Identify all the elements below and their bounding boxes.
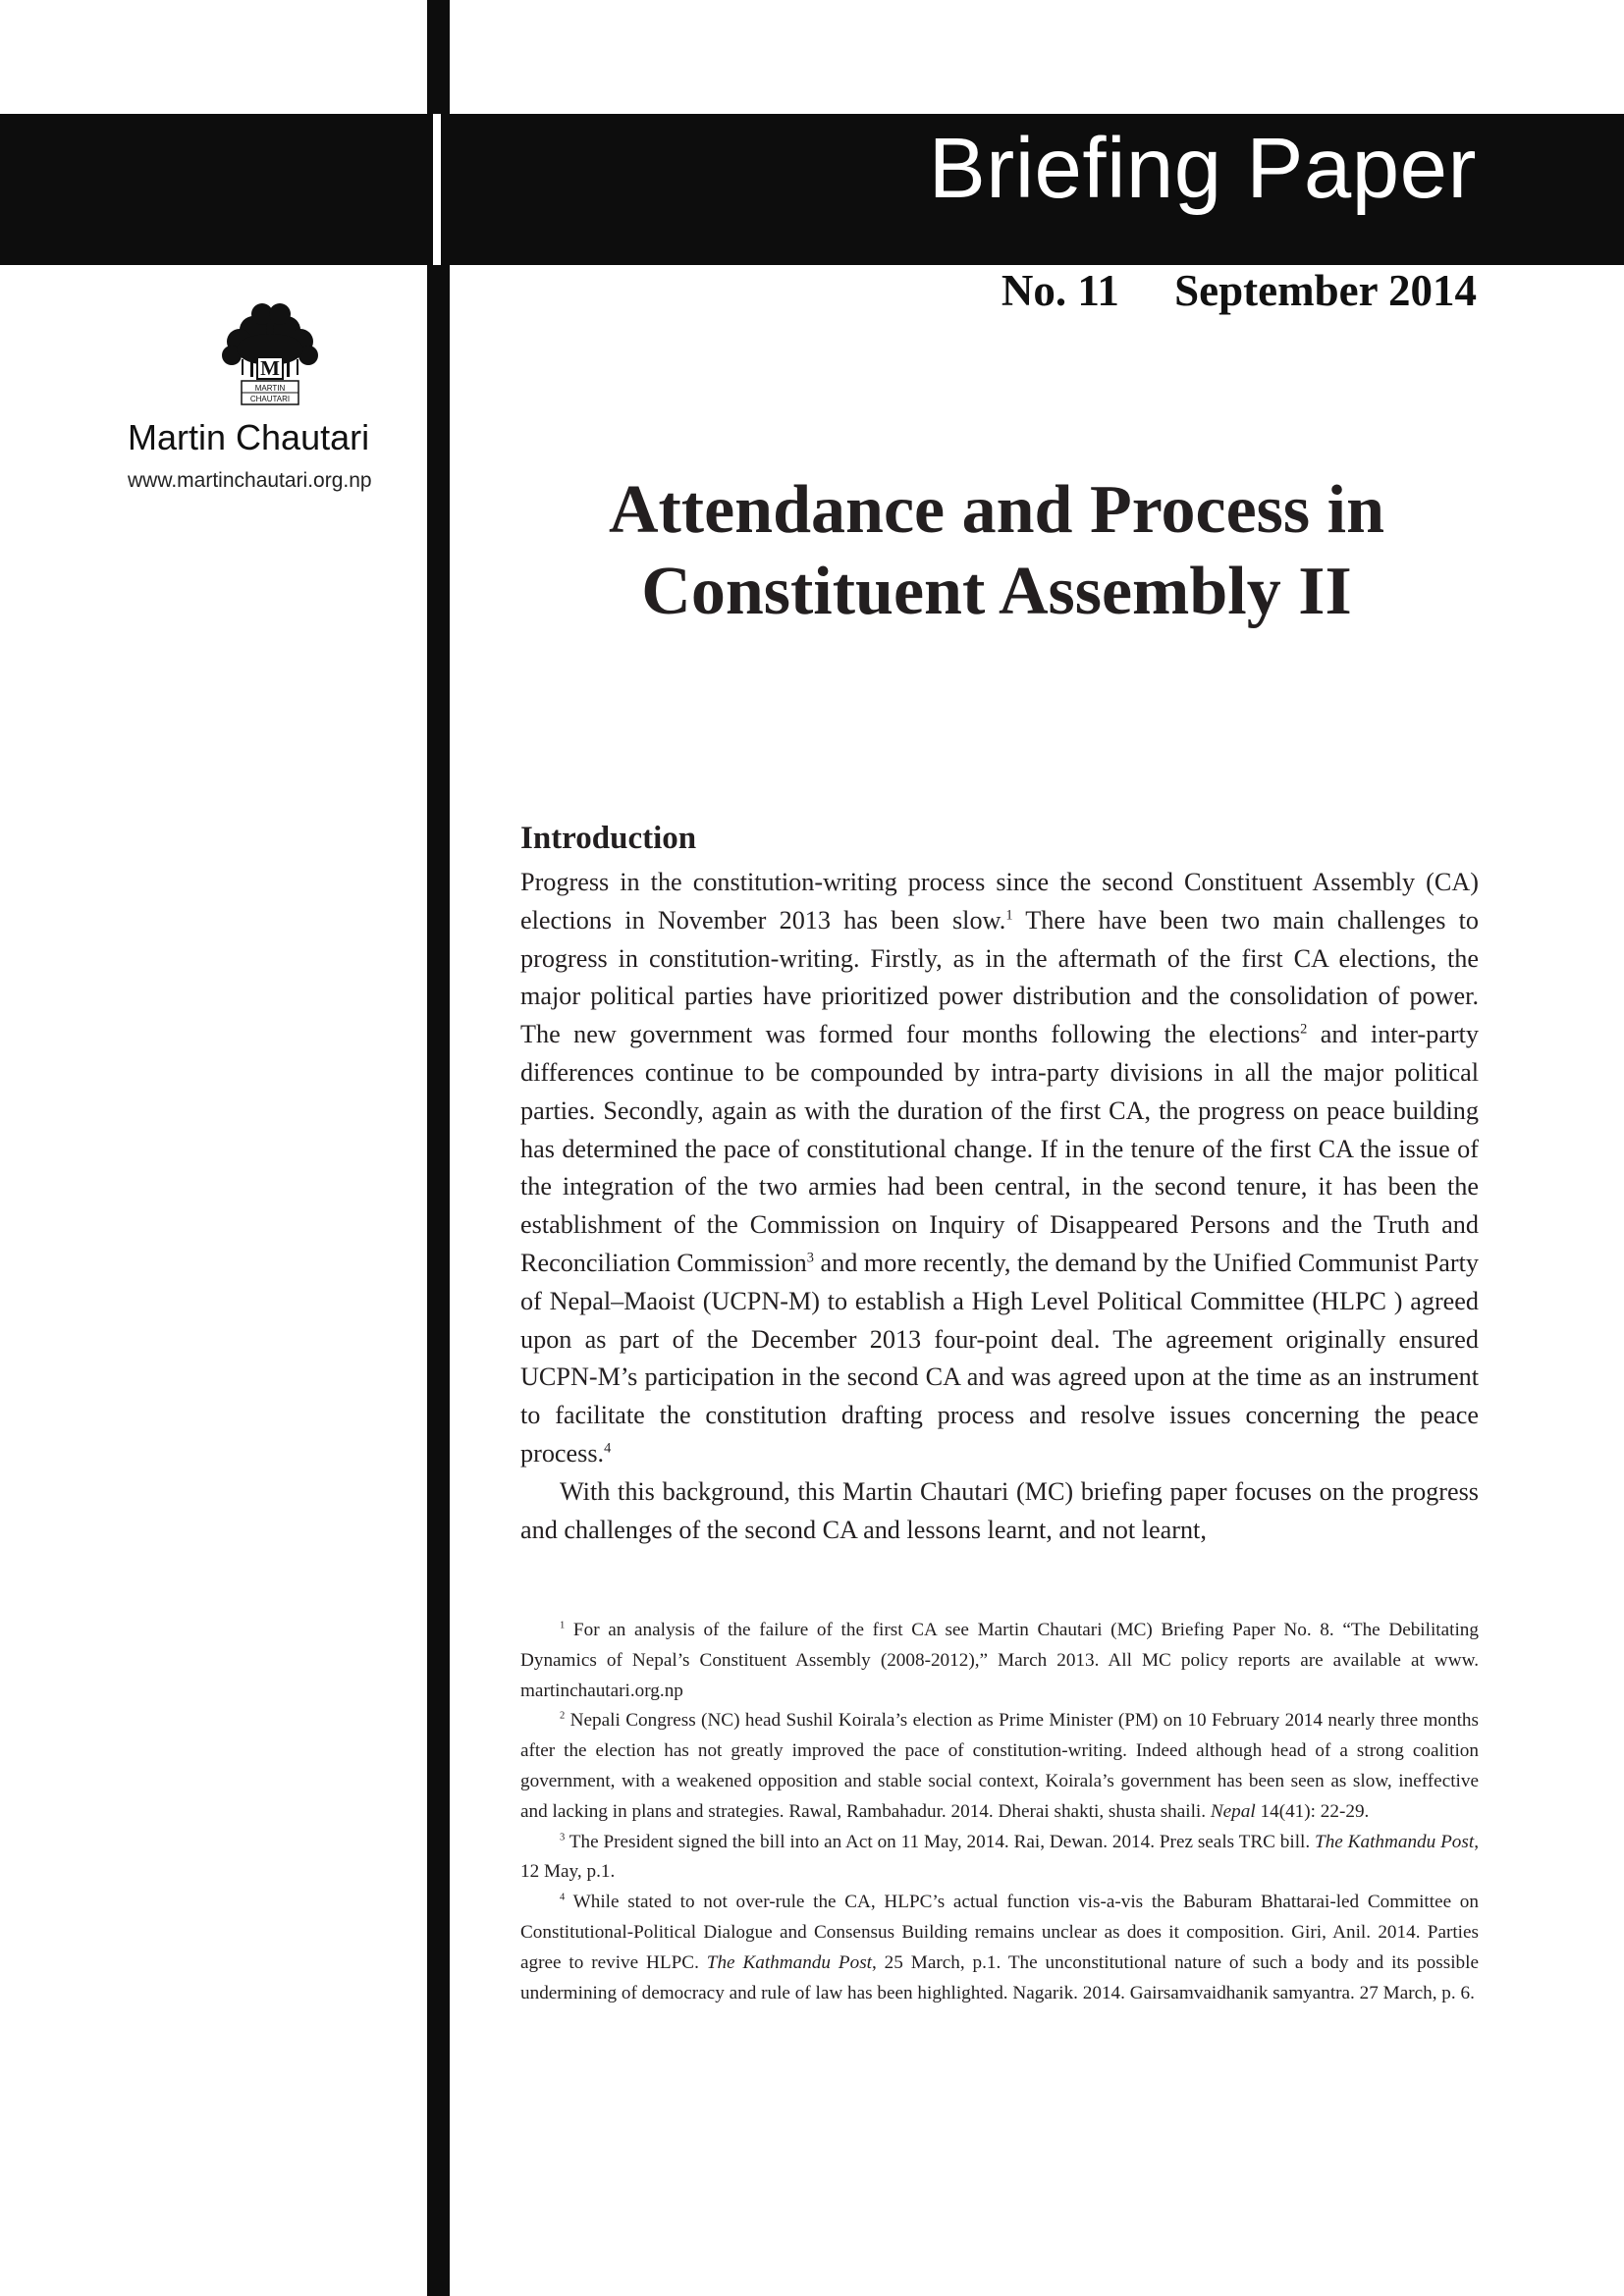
footnote-text: For an analysis of the failure of the first CA see Martin Chautari (MC) Briefing Paper No. 8. “The Debilitating Dynamics of Nepal’s Constituent Assembly (2008-2012),” March 2013. All MC policy reports are available at www. martinchautari.org.np [520, 1620, 1479, 1701]
banyan-tree-logo-icon [218, 300, 322, 410]
introduction-heading: Introduction [520, 821, 697, 856]
footnote-number: 3 [560, 1832, 566, 1843]
footnote-number: 2 [560, 1711, 566, 1722]
document-title [511, 469, 1483, 632]
footnote-publication: The Kathmandu Post [706, 1951, 872, 1973]
footnote-ref-4: 4 [604, 1440, 612, 1457]
footnote-text: Nepali Congress (NC) head Sushil Koirala’s election as Prime Minister (PM) on 10 February 2014 nearly three months after the election has not greatly improved the pace of constitution-writing. Indeed although head of a strong coalition government, with a weakened opposition and stable social context, Koirala’s government has been seen as slow, ineffective and lacking in plans and strategies. Rawal, Rambahadur. 2014. Dherai shakti, shusta shaili. [520, 1710, 1479, 1822]
footnote-ref-1: 1 [1005, 907, 1013, 924]
organization-website: www.martinchautari.org.np [128, 469, 372, 492]
document-title-line-2: Constituent Assembly II [641, 554, 1352, 629]
footnote-text: The President signed the bill into an Act on 11 May, 2014. Rai, Dewan. 2014. Prez seals TRC bill. [565, 1831, 1316, 1852]
footnote-ref-3: 3 [806, 1250, 814, 1266]
banner-gap [433, 114, 441, 265]
footnote-text: , 25 March, p.1. The unconstitutional nature of such a body and its possible undermining of democracy and rule of law has been highlighted. Nagarik. 2014. Gairsamvaidhanik samyantra. 27 March, p. 6. [520, 1951, 1479, 2003]
vertical-rule [427, 0, 450, 2296]
introduction-body [520, 864, 1479, 1549]
footnote-text: 14(41): 22-29. [1255, 1800, 1370, 1822]
document-title-line-1: Attendance and Process in [608, 472, 1385, 548]
paragraph-text: and more recently, the demand by the Unified Communist Party of Nepal–Maoist (UCPN-M) to establish a High Level Political Committee (HLPC ) agreed upon as part of the December 2013 four-point deal. The agreement originally ensured UCPN-M’s participation in the second CA and was agreed upon at the time as an instrument to facilitate the constitution drafting process and resolve issues concerning the peace process. [520, 1248, 1479, 1468]
issue-date: September 2014 [1174, 266, 1477, 315]
introduction-paragraph-2: With this background, this Martin Chautari (MC) briefing paper focuses on the progress and challenges of the second CA and lessons learnt, and not learnt, [520, 1476, 1479, 1544]
introduction-paragraph-1 [520, 864, 1479, 1473]
issue-line [1001, 265, 1477, 316]
footnote-text: While stated to not over-rule the CA, HLPC’s actual function vis-a-vis the Baburam Bhattarai-led Committee on Constitutional-Political Dialogue and Consensus Building remains unclear as does it composition. Giri, Anil. 2014. Parties agree to revive HLPC. [520, 1892, 1479, 1973]
logo-letter: M [260, 356, 280, 380]
footnote-publication: The Kathmandu Post [1315, 1831, 1475, 1852]
footnote-3 [520, 1828, 1479, 1889]
footnote-publication: Nepal [1210, 1800, 1256, 1822]
banner-title: Briefing Paper [928, 121, 1477, 216]
paragraph-text: There have been two main challenges to progress in constitution-writing. Firstly, as in the aftermath of the first CA elections, the major political parties have prioritized power distribution and the consolidation of power. The new government was formed four months following the elections [520, 905, 1480, 1049]
footnotes [520, 1616, 1479, 2008]
issue-number: No. 11 [1001, 266, 1119, 315]
footnote-1 [520, 1616, 1479, 1706]
paragraph-text: and inter-party differences continue to be compounded by intra-party divisions in all the major political parties. Secondly, again as with the duration of the first CA, the progress on peace building has determined the pace of constitutional change. If in the tenure of the first CA the issue of the integration of the two armies had been central, in the second tenure, it has been the establishment of the Commission on Inquiry of Disappeared Persons and the Truth and Reconciliation Commission [520, 1020, 1479, 1277]
paragraph-text: Progress in the constitution-writing process since the second Constituent Assembly (CA) elections in November 2013 has been slow. [520, 868, 1479, 934]
footnote-4 [520, 1888, 1479, 2008]
logo-text-bottom: CHAUTARI [249, 395, 291, 403]
footnote-ref-2: 2 [1300, 1021, 1308, 1038]
footnote-number: 1 [560, 1620, 566, 1631]
footnote-number: 4 [560, 1892, 566, 1903]
logo-text-top: MARTIN [254, 384, 286, 393]
footnote-text: , 12 May, p.1. [520, 1831, 1479, 1883]
organization-name: Martin Chautari [128, 417, 370, 457]
footnote-2 [520, 1706, 1479, 1827]
